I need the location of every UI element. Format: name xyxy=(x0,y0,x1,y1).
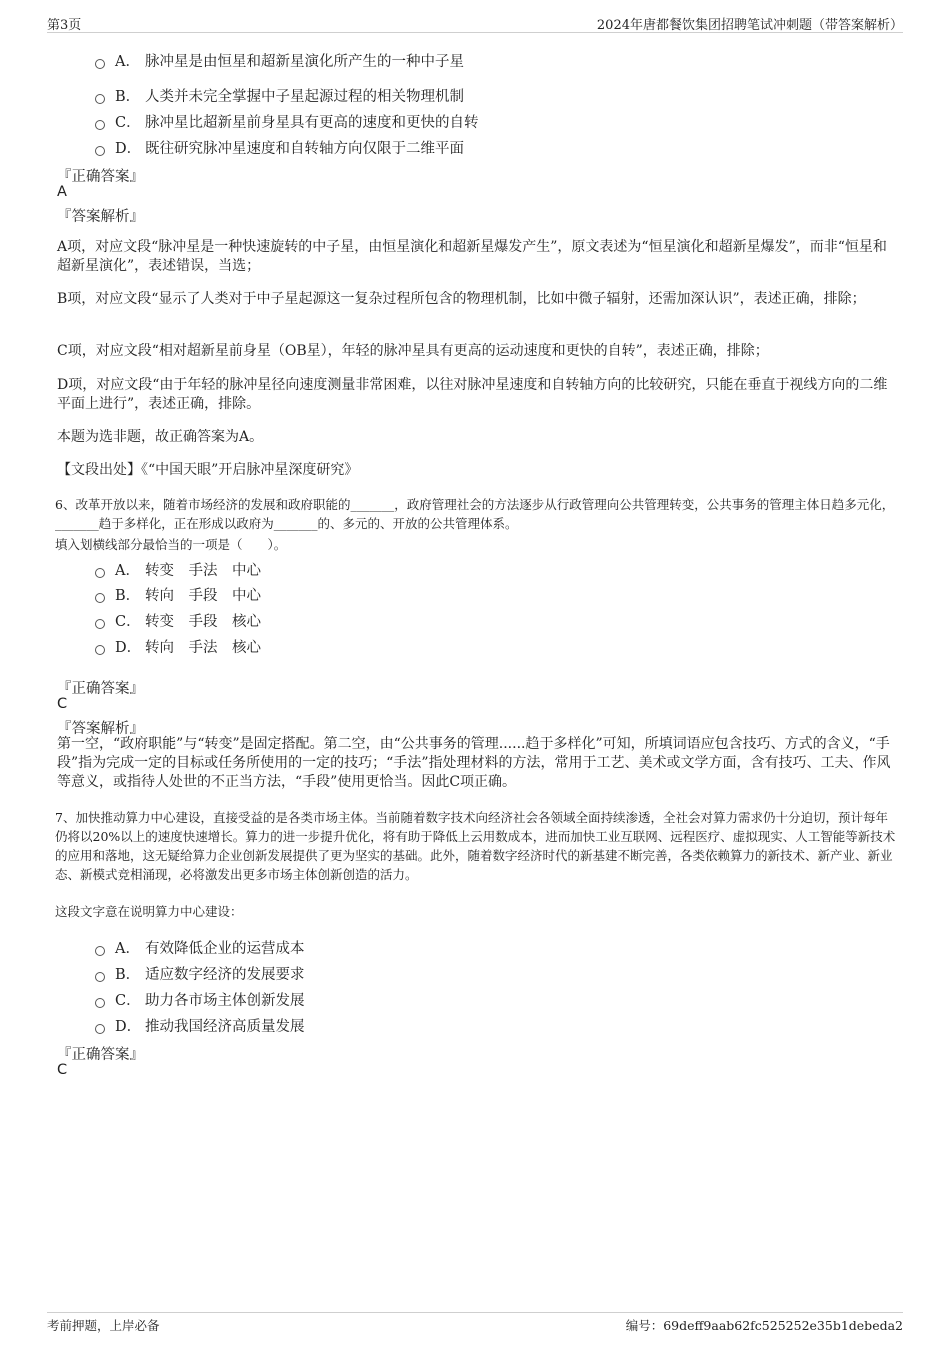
q5-conclusion: 本题为选非题，故正确答案为A。 xyxy=(57,429,264,445)
q6-answer: C xyxy=(57,696,68,712)
q6-option-a[interactable]: A． 转变 手法 中心 xyxy=(95,559,261,580)
q5-analysis-label: 『答案解析』 xyxy=(57,209,144,225)
q5-option-d[interactable]: D． 既往研究脉冲星速度和自转轴方向仅限于二维平面 xyxy=(95,137,464,158)
q7-option-a[interactable]: A． 有效降低企业的运营成本 xyxy=(95,937,305,958)
q6-analysis-label: 『答案解析』 xyxy=(57,721,144,737)
radio-icon[interactable] xyxy=(95,998,105,1008)
q7-answer-label: 『正确答案』 xyxy=(57,1047,144,1063)
document-title: 2024年唐都餐饮集团招聘笔试冲刺题（带答案解析） xyxy=(596,18,903,33)
q6-option-c[interactable]: C． 转变 手段 核心 xyxy=(95,610,261,631)
q5-answer-label: 『正确答案』 xyxy=(57,169,144,185)
radio-icon[interactable] xyxy=(95,645,105,655)
q6-option-b[interactable]: B． 转向 手段 中心 xyxy=(95,584,261,605)
q5-analysis-b: B项，对应文段“显示了人类对于中子星起源这一复杂过程所包含的物理机制，比如中微子辐射，还需加深认识”，表述正确，排除； xyxy=(57,291,866,307)
radio-icon[interactable] xyxy=(95,946,105,956)
q5-answer: A xyxy=(57,184,67,200)
q7-option-b[interactable]: B． 适应数字经济的发展要求 xyxy=(95,963,305,984)
document-code: 编号：69deff9aab62fc525252e35b1debeda2 xyxy=(625,1318,903,1333)
q6-answer-label: 『正确答案』 xyxy=(57,681,144,697)
q5-option-a[interactable]: A． 脉冲星是由恒星和超新星演化所产生的一种中子星 xyxy=(95,50,464,71)
radio-icon[interactable] xyxy=(95,59,105,69)
radio-icon[interactable] xyxy=(95,972,105,982)
q5-analysis-c: C项，对应文段“相对超新星前身星（OB星），年轻的脉冲星具有更高的运动速度和更快的自转”，表述正确，排除； xyxy=(57,343,769,359)
q6-analysis: 第一空，“政府职能”与“转变”是固定搭配。第二空，由“公共事务的管理......趋于多样化”可知，所填词语应包含技巧、方式的含义，“手段”指为完成一定的目标或任务所使用的一定的技巧；“手法”指处理材料的方法，常用于工艺、美术或文学方面，含有技巧、工夫、作风等意义，或指待人处世的不正当方法，“手段”使用更恰当。因此C项正确。 xyxy=(57,736,891,790)
q7-answer: C xyxy=(57,1062,68,1078)
footer-slogan: 考前押题，上岸必备 xyxy=(47,1318,160,1333)
q5-option-b[interactable]: B． 人类并未完全掌握中子星起源过程的相关物理机制 xyxy=(95,85,464,106)
radio-icon[interactable] xyxy=(95,1024,105,1034)
radio-icon[interactable] xyxy=(95,568,105,578)
radio-icon[interactable] xyxy=(95,120,105,130)
page-footer xyxy=(47,1312,903,1333)
q5-source: 【文段出处】《“中国天眼”开启脉冲星深度研究》 xyxy=(57,462,359,478)
q7-option-c[interactable]: C． 助力各市场主体创新发展 xyxy=(95,989,305,1010)
radio-icon[interactable] xyxy=(95,619,105,629)
radio-icon[interactable] xyxy=(95,146,105,156)
q6-option-d[interactable]: D． 转向 手法 核心 xyxy=(95,636,261,657)
radio-icon[interactable] xyxy=(95,94,105,104)
q5-option-c[interactable]: C． 脉冲星比超新星前身星具有更高的速度和更快的自转 xyxy=(95,111,479,132)
page-number: 第3页 xyxy=(47,18,82,33)
radio-icon[interactable] xyxy=(95,593,105,603)
q6-prompt: 填入划横线部分最恰当的一项是（ ）。 xyxy=(55,537,287,552)
q5-analysis-a: A项，对应文段“脉冲星是一种快速旋转的中子星，由恒星演化和超新星爆发产生”，原文表述为“恒星演化和超新星爆发”，而非“恒星和超新星演化”，表述错误，当选； xyxy=(57,239,887,274)
q6-stem: 6、改革开放以来，随着市场经济的发展和政府职能的_______，政府管理社会的方法逐步从行政管理向公共管理转变，公共事务的管理主体日趋多元化，_______趋于多样化，正在形成以政府为_______的、多元的、开放的公共管理体系。 xyxy=(55,497,895,531)
q5-analysis-d: D项，对应文段“由于年轻的脉冲星径向速度测量非常困难，以往对脉冲星速度和自转轴方向的比较研究，只能在垂直于视线方向的二维平面上进行”，表述正确，排除。 xyxy=(57,377,888,412)
q7-stem: 7、加快推动算力中心建设，直接受益的是各类市场主体。当前随着数字技术向经济社会各领域全面持续渗透，全社会对算力需求仍十分迫切，预计每年仍将以20%以上的速度快速增长。算力的进一步提升优化，将有助于降低上云用数成本，进而加快工业互联网、远程医疗、虚拟现实、人工智能等新技术的应用和落地，这无疑给算力企业创新发展提供了更为坚实的基础。此外，随着数字经济时代的新基建不断完善，各类依赖算力的新技术、新产业、新业态、新模式竞相涌现，必将激发出更多市场主体创新创造的活力。 xyxy=(55,810,896,882)
q7-option-d[interactable]: D． 推动我国经济高质量发展 xyxy=(95,1015,305,1036)
q7-prompt: 这段文字意在说明算力中心建设： xyxy=(55,904,243,919)
page-header xyxy=(47,14,903,33)
